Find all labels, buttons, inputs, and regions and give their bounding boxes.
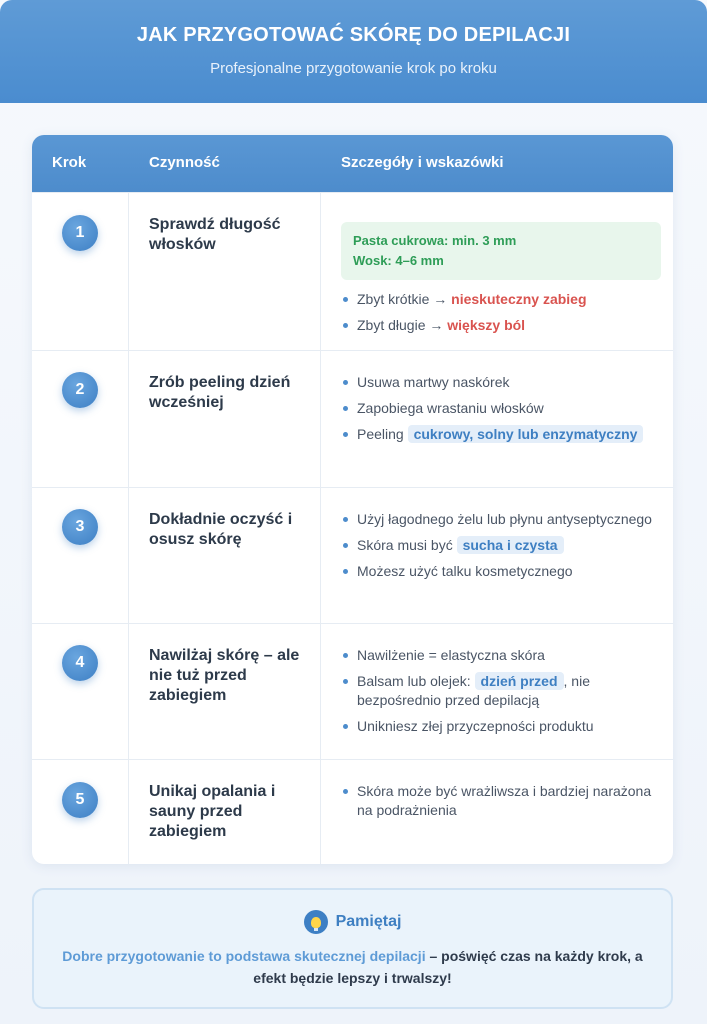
detail-bullet: Usuwa martwy naskórek	[341, 373, 661, 392]
detail-bullet: Możesz użyć talku kosmetycznego	[341, 562, 661, 581]
highlight-tag: cukrowy, solny lub enzymatyczny	[408, 425, 644, 443]
table-header	[32, 135, 673, 192]
reminder-accent-text: Dobre przygotowanie to podstawa skutecznej depilacji	[62, 948, 426, 964]
table-row	[32, 192, 673, 350]
reminder-rest-text: – poświęć czas na każdy krok, a efekt będzie lepszy i trwalszy!	[253, 948, 643, 986]
page-subtitle: Profesjonalne przygotowanie krok po kroku	[210, 60, 497, 77]
detail-bullet: Użyj łagodnego żelu lub płynu antyseptycznego	[341, 510, 661, 529]
detail-bullet: Zapobiega wrastaniu włosków	[341, 399, 661, 418]
requirement-wax: Wosk: 4–6 mm	[353, 253, 444, 268]
highlight-tag: sucha i czysta	[457, 536, 564, 554]
reminder-header	[34, 910, 671, 934]
table-row	[32, 487, 673, 623]
length-requirements-box	[341, 222, 661, 280]
detail-bullet: Peeling cukrowy, solny lub enzymatyczny	[341, 425, 661, 444]
step-number-badge: 1	[62, 215, 98, 251]
step-number-badge: 3	[62, 509, 98, 545]
step-action: Unikaj opalania i sauny przed zabiegiem	[149, 783, 276, 840]
detail-bullet: Skóra musi być sucha i czysta	[341, 536, 661, 555]
reminder-title: Pamiętaj	[335, 913, 402, 930]
highlight-tag: dzień przed	[475, 672, 564, 690]
step-details	[341, 510, 661, 588]
detail-bullet: Nawilżenie = elastyczna skóra	[341, 646, 661, 665]
step-number-badge: 5	[62, 782, 98, 818]
steps-table	[32, 135, 673, 864]
step-action: Nawilżaj skórę – ale nie tuż przed zabiegiem	[149, 647, 300, 704]
detail-bullet: Zbyt krótkie → nieskuteczny zabieg	[341, 290, 661, 309]
reminder-text	[52, 945, 653, 989]
step-details	[341, 646, 661, 743]
reminder-box	[32, 888, 673, 1009]
step-number-badge: 4	[62, 645, 98, 681]
table-row	[32, 350, 673, 487]
table-row	[32, 759, 673, 864]
column-header-step: Krok	[52, 154, 87, 171]
detail-bullet: Balsam lub olejek: dzień przed , nie bezpośrednio przed depilacją	[341, 672, 661, 710]
table-row	[32, 623, 673, 759]
page-title: JAK PRZYGOTOWAĆ SKÓRĘ DO DEPILACJI	[136, 24, 571, 46]
lightbulb-icon	[304, 910, 328, 934]
step-action: Dokładnie oczyść i osusz skórę	[149, 511, 293, 548]
step-details	[341, 373, 661, 451]
step-details	[341, 222, 661, 342]
column-header-action: Czynność	[149, 154, 220, 171]
page-header	[0, 0, 707, 103]
step-action: Zrób peeling dzień wcześniej	[149, 374, 291, 411]
detail-bullet: Skóra może być wrażliwsza i bardziej narażona na podrażnienia	[341, 782, 661, 820]
requirement-sugar-paste: Pasta cukrowa: min. 3 mm	[353, 233, 517, 248]
detail-bullet: Unikniesz złej przyczepności produktu	[341, 717, 661, 736]
step-details	[341, 782, 661, 827]
step-action: Sprawdź długość włosków	[149, 216, 281, 253]
step-number-badge: 2	[62, 372, 98, 408]
detail-bullet: Zbyt długie → większy ból	[341, 316, 661, 335]
column-header-details: Szczegóły i wskazówki	[341, 154, 504, 171]
